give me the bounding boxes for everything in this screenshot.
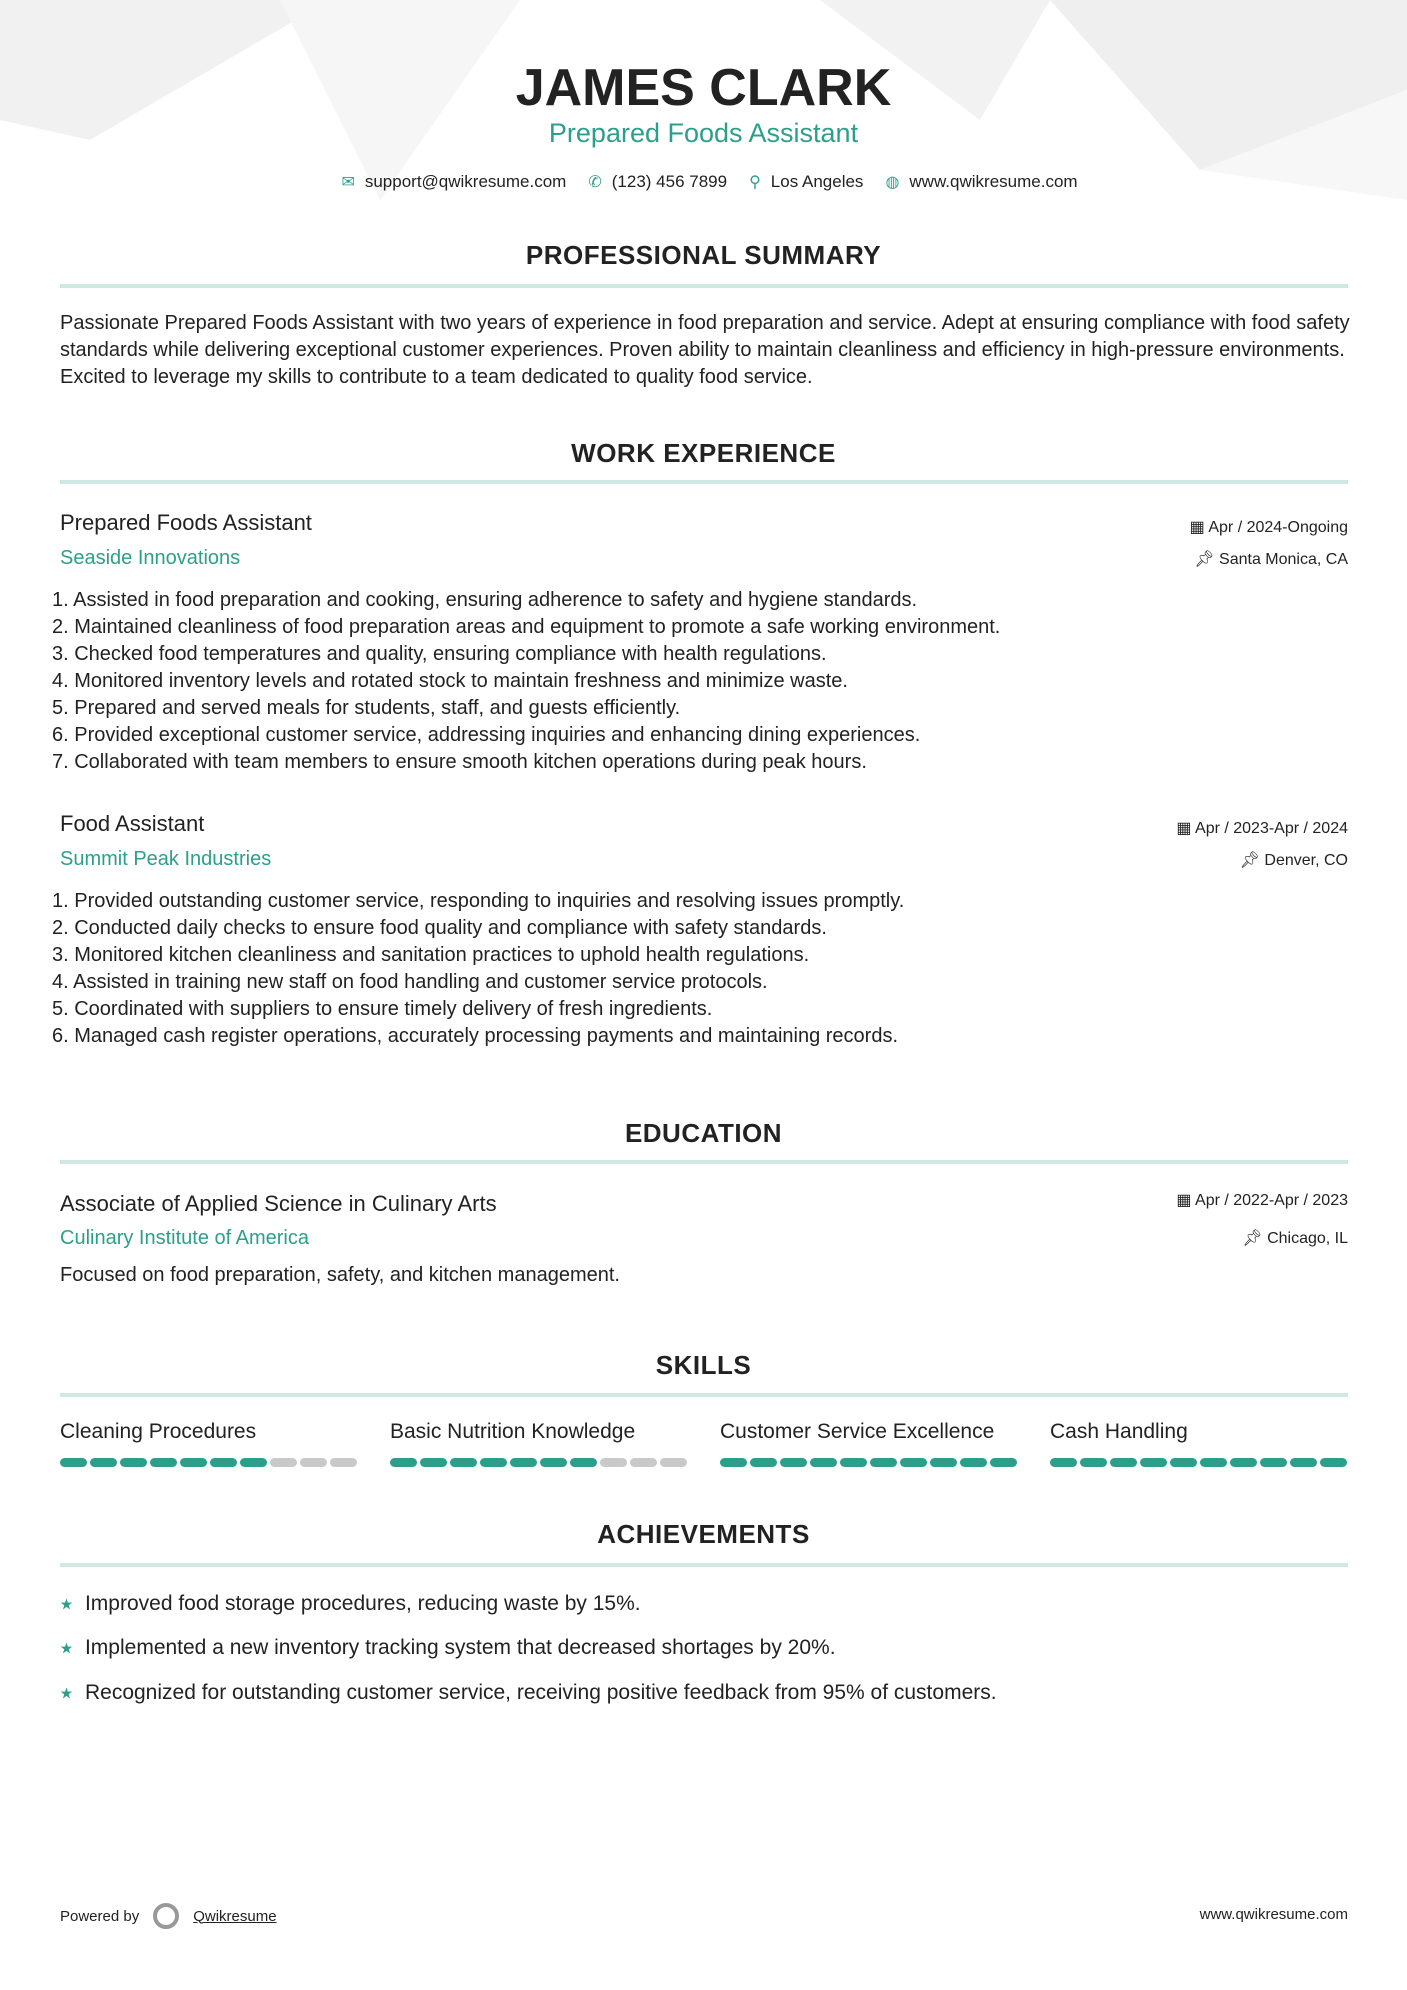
bullet: 4. Monitored inventory levels and rotated stock to maintain freshness and minimize waste. (52, 670, 848, 692)
skill-level-segment (120, 1458, 147, 1467)
skill-item (60, 1420, 360, 1467)
school-name: Culinary Institute of America (60, 1227, 309, 1249)
skill-level-segment (990, 1458, 1017, 1467)
summary-text: Passionate Prepared Foods Assistant with two years of experience in food preparation and service. Adept at ensuring compliance with food safety standards while delivering exceptional customer experiences. Proven ability to maintain cleanliness and efficiency in high-pressure environments. Excited to leverage my skills to contribute to a team dedicated to quality food service. (60, 312, 1350, 388)
achievement-item (60, 1590, 641, 1618)
location-text: Denver, CO (1264, 852, 1348, 869)
skill-level-segment (570, 1458, 597, 1467)
company-name: Summit Peak Industries (60, 848, 272, 870)
location-text: Santa Monica, CA (1219, 551, 1348, 568)
skill-name: Cash Handling (1050, 1420, 1188, 1443)
skill-level-segment (240, 1458, 267, 1467)
powered-by-label: Powered by (60, 1907, 140, 1925)
bullet: 5. Prepared and served meals for students, staff, and guests efficiently. (52, 697, 681, 719)
skill-level-segment (540, 1458, 567, 1467)
divider (60, 1563, 1348, 1567)
skill-level-segment (870, 1458, 897, 1467)
skill-level-segment (1080, 1458, 1107, 1467)
star-icon: ⭑ (60, 1679, 73, 1706)
job-bullets (52, 587, 1000, 776)
skill-level-segment (750, 1458, 777, 1467)
skill-level-segment (1260, 1458, 1287, 1467)
email-icon: ✉ (341, 174, 355, 191)
education-description: Focused on food preparation, safety, and kitchen management. (60, 1264, 620, 1286)
location: Los Angeles (770, 172, 864, 191)
skill-level-segment (1050, 1458, 1077, 1467)
bullet: 1. Provided outstanding customer service, responding to inquiries and resolving issues promptly. (52, 890, 905, 912)
skill-level-segment (810, 1458, 837, 1467)
skill-level-segment (660, 1458, 687, 1467)
achievement-item (60, 1679, 997, 1707)
pin-icon: 📌︎ (1194, 551, 1220, 568)
dates-text: Apr / 2023-Apr / 2024 (1195, 820, 1348, 837)
achievement-text: Implemented a new inventory tracking system that decreased shortages by 20%. (84, 1636, 836, 1659)
bullet: 2. Maintained cleanliness of food preparation areas and equipment to promote a safe working environment. (52, 616, 1001, 638)
bullet: 7. Collaborated with team members to ensure smooth kitchen operations during peak hours. (52, 751, 867, 773)
skill-level-bar (1050, 1458, 1350, 1467)
skill-level-segment (1290, 1458, 1317, 1467)
skill-level-segment (840, 1458, 867, 1467)
job-location (1240, 850, 1348, 870)
skill-level-segment (630, 1458, 657, 1467)
skill-level-segment (930, 1458, 957, 1467)
skill-level-segment (1110, 1458, 1137, 1467)
divider (60, 480, 1348, 484)
skill-level-segment (60, 1458, 87, 1467)
skill-level-segment (1140, 1458, 1167, 1467)
star-icon: ⭑ (60, 1634, 73, 1661)
skill-level-segment (960, 1458, 987, 1467)
skill-level-segment (1320, 1458, 1347, 1467)
skill-level-segment (1230, 1458, 1257, 1467)
skill-level-segment (270, 1458, 297, 1467)
bullet: 3. Checked food temperatures and quality, ensuring compliance with health regulations. (52, 643, 827, 665)
degree: Associate of Applied Science in Culinary Arts (60, 1191, 497, 1216)
qwikresume-logo-icon (153, 1903, 179, 1929)
skill-level-bar (390, 1458, 690, 1467)
job-dates (1176, 818, 1348, 838)
divider (60, 1160, 1348, 1164)
skill-level-segment (510, 1458, 537, 1467)
summary-heading: PROFESSIONAL SUMMARY (525, 240, 882, 270)
skill-name: Cleaning Procedures (60, 1420, 257, 1443)
brand-link[interactable]: Qwikresume (193, 1907, 277, 1925)
bullet: 5. Coordinated with suppliers to ensure timely delivery of fresh ingredients. (52, 998, 713, 1020)
location-pin-icon: ⚲ (749, 174, 761, 191)
footer-website[interactable]: www.qwikresume.com (1199, 1906, 1348, 1923)
candidate-title: Prepared Foods Assistant (548, 118, 859, 148)
education-dates (1176, 1190, 1348, 1210)
skill-level-segment (90, 1458, 117, 1467)
skill-name: Basic Nutrition Knowledge (390, 1420, 636, 1443)
bullet: 1. Assisted in food preparation and cooking, ensuring adherence to safety and hygiene standards. (52, 589, 918, 611)
divider (60, 1393, 1348, 1397)
skill-level-segment (180, 1458, 207, 1467)
skill-level-bar (720, 1458, 1020, 1467)
phone: (123) 456 7899 (611, 172, 728, 191)
skill-level-segment (600, 1458, 627, 1467)
bullet: 6. Provided exceptional customer service, addressing inquiries and enhancing dining experiences. (52, 724, 921, 746)
email[interactable]: support@qwikresume.com (364, 172, 567, 191)
skill-level-segment (210, 1458, 237, 1467)
achievement-item (60, 1634, 836, 1662)
skills-heading: SKILLS (655, 1350, 752, 1380)
job-location (1194, 549, 1348, 569)
bullet: 6. Managed cash register operations, accurately processing payments and maintaining records. (52, 1025, 899, 1047)
divider (60, 284, 1348, 288)
achievements-heading: ACHIEVEMENTS (597, 1519, 810, 1549)
experience-heading: WORK EXPERIENCE (571, 438, 836, 468)
skill-item (720, 1420, 1020, 1467)
globe-icon: ◍ (885, 174, 900, 191)
company-name: Seaside Innovations (60, 547, 241, 569)
bullet: 3. Monitored kitchen cleanliness and sanitation practices to uphold health regulations. (52, 944, 810, 966)
calendar-icon: ▦ (1176, 820, 1196, 837)
location-text: Chicago, IL (1267, 1230, 1348, 1247)
dates-text: Apr / 2022-Apr / 2023 (1195, 1192, 1348, 1209)
skill-level-segment (720, 1458, 747, 1467)
contact-bar (0, 172, 1407, 192)
achievement-text: Improved food storage procedures, reducing waste by 15%. (84, 1592, 641, 1615)
skill-level-segment (390, 1458, 417, 1467)
candidate-name: JAMES CLARK (515, 59, 892, 117)
job-bullets (52, 888, 904, 1050)
calendar-icon: ▦ (1189, 519, 1209, 536)
skill-level-segment (150, 1458, 177, 1467)
website[interactable]: www.qwikresume.com (909, 172, 1078, 191)
skill-level-bar (60, 1458, 360, 1467)
job-title: Prepared Foods Assistant (60, 510, 312, 535)
bullet: 2. Conducted daily checks to ensure food quality and compliance with safety standards. (52, 917, 827, 939)
skill-level-segment (900, 1458, 927, 1467)
skill-level-segment (450, 1458, 477, 1467)
skill-level-segment (420, 1458, 447, 1467)
skill-level-segment (1170, 1458, 1197, 1467)
skill-name: Customer Service Excellence (720, 1420, 995, 1443)
skill-level-segment (330, 1458, 357, 1467)
skill-item (1050, 1420, 1350, 1467)
skill-item (390, 1420, 690, 1467)
job-dates (1190, 517, 1348, 537)
job-title: Food Assistant (60, 811, 205, 836)
dates-text: Apr / 2024-Ongoing (1208, 519, 1348, 536)
footer-branding (60, 1903, 277, 1929)
star-icon: ⭑ (60, 1590, 73, 1617)
achievement-text: Recognized for outstanding customer service, receiving positive feedback from 95% of customers. (84, 1681, 997, 1704)
education-heading: EDUCATION (624, 1118, 783, 1148)
pin-icon: 📌︎ (1239, 852, 1265, 869)
skill-level-segment (780, 1458, 807, 1467)
pin-icon: 📌︎ (1242, 1230, 1268, 1247)
skills-list (60, 1420, 1350, 1467)
skill-level-segment (480, 1458, 507, 1467)
bullet: 4. Assisted in training new staff on food handling and customer service protocols. (52, 971, 768, 993)
calendar-icon: ▦ (1176, 1192, 1196, 1209)
phone-icon: ✆ (588, 174, 602, 191)
skill-level-segment (1200, 1458, 1227, 1467)
education-location (1242, 1228, 1348, 1248)
skill-level-segment (300, 1458, 327, 1467)
